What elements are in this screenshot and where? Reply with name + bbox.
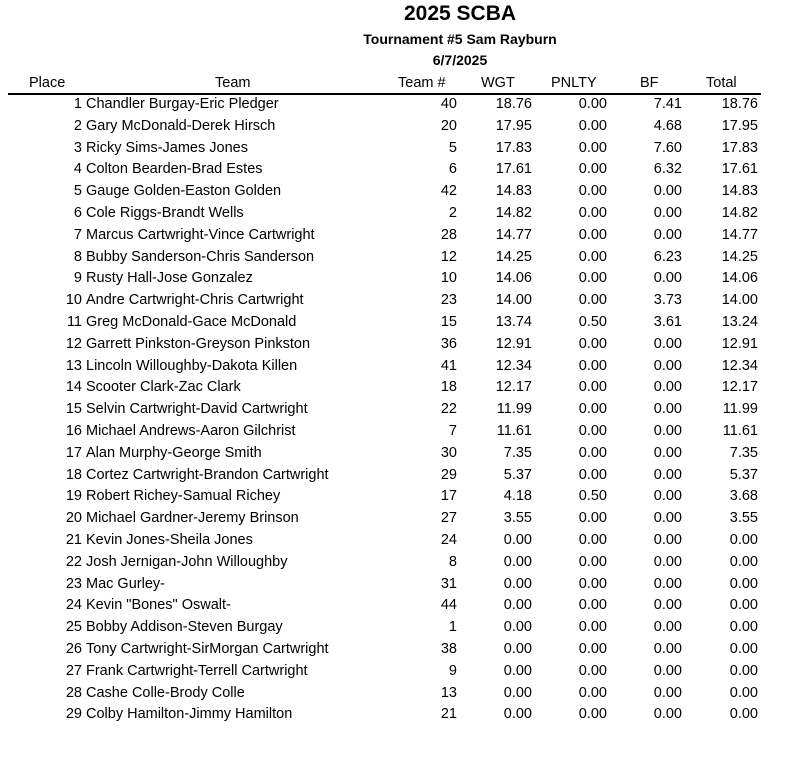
place-cell: 6 — [73, 204, 82, 221]
big-fish-cell: 0.00 — [653, 510, 682, 527]
place-cell: 26 — [65, 640, 82, 657]
place-cell: 19 — [65, 488, 82, 505]
place-cell: 17 — [65, 444, 82, 461]
place-cell: 3 — [73, 139, 82, 156]
table-row — [0, 465, 787, 487]
total-cell: 12.91 — [721, 335, 758, 352]
penalty-cell: 0.00 — [578, 204, 607, 221]
table-row — [0, 443, 787, 465]
table-row — [0, 530, 787, 552]
team-cell: Frank Cartwright-Terrell Cartwright — [86, 662, 308, 679]
team-number-cell: 15 — [440, 313, 457, 330]
place-cell: 15 — [65, 401, 82, 418]
place-cell: 27 — [65, 662, 82, 679]
total-cell: 3.55 — [729, 510, 758, 527]
team-cell: Garrett Pinkston-Greyson Pinkston — [86, 335, 311, 352]
team-cell: Andre Cartwright-Chris Cartwright — [86, 292, 304, 309]
penalty-cell: 0.00 — [578, 357, 607, 374]
place-cell: 29 — [65, 706, 82, 723]
team-number-cell: 1 — [448, 619, 457, 636]
place-cell: 4 — [73, 161, 82, 178]
team-cell: Tony Cartwright-SirMorgan Cartwright — [86, 640, 329, 657]
place-cell: 25 — [65, 619, 82, 636]
team-number-cell: 41 — [440, 357, 457, 374]
table-row — [0, 159, 787, 181]
team-number-cell: 38 — [440, 640, 457, 657]
big-fish-cell: 0.00 — [653, 270, 682, 287]
penalty-cell: 0.00 — [578, 510, 607, 527]
column-header-pnlty: PNLTY — [551, 75, 597, 91]
results-table — [0, 94, 787, 726]
place-cell: 8 — [73, 248, 82, 265]
team-cell: Cole Riggs-Brandt Wells — [86, 204, 244, 221]
big-fish-cell: 0.00 — [653, 444, 682, 461]
weight-cell: 0.00 — [503, 706, 532, 723]
weight-cell: 0.00 — [503, 575, 532, 592]
weight-cell: 7.35 — [503, 444, 532, 461]
big-fish-cell: 6.23 — [653, 248, 682, 265]
table-row — [0, 356, 787, 378]
team-number-cell: 13 — [440, 684, 457, 701]
team-number-cell: 27 — [440, 510, 457, 527]
weight-cell: 14.77 — [495, 226, 532, 243]
penalty-cell: 0.00 — [578, 139, 607, 156]
penalty-cell: 0.00 — [578, 270, 607, 287]
total-cell: 7.35 — [729, 444, 758, 461]
place-cell: 28 — [65, 684, 82, 701]
table-row — [0, 290, 787, 312]
place-cell: 23 — [65, 575, 82, 592]
total-cell: 0.00 — [729, 684, 758, 701]
weight-cell: 12.91 — [495, 335, 532, 352]
team-number-cell: 44 — [440, 597, 457, 614]
penalty-cell: 0.00 — [578, 706, 607, 723]
place-cell: 20 — [65, 510, 82, 527]
place-cell: 22 — [65, 553, 82, 570]
penalty-cell: 0.00 — [578, 379, 607, 396]
table-row — [0, 377, 787, 399]
table-row — [0, 508, 787, 530]
column-header-wgt: WGT — [481, 75, 515, 91]
place-cell: 21 — [65, 531, 82, 548]
team-cell: Chandler Burgay-Eric Pledger — [86, 96, 279, 112]
place-cell: 10 — [65, 292, 82, 309]
team-cell: Colton Bearden-Brad Estes — [86, 161, 263, 178]
table-row — [0, 552, 787, 574]
big-fish-cell: 6.32 — [653, 161, 682, 178]
team-cell: Alan Murphy-George Smith — [86, 444, 262, 461]
team-number-cell: 17 — [440, 488, 457, 505]
penalty-cell: 0.00 — [578, 531, 607, 548]
penalty-cell: 0.00 — [578, 619, 607, 636]
total-cell: 0.00 — [729, 531, 758, 548]
total-cell: 13.24 — [721, 313, 758, 330]
team-number-cell: 42 — [440, 183, 457, 200]
place-cell: 1 — [73, 96, 82, 112]
penalty-cell: 0.00 — [578, 401, 607, 418]
big-fish-cell: 0.00 — [653, 357, 682, 374]
big-fish-cell: 4.68 — [653, 117, 682, 134]
team-number-cell: 30 — [440, 444, 457, 461]
big-fish-cell: 7.60 — [653, 139, 682, 156]
column-header-total: Total — [706, 75, 737, 91]
team-cell: Mac Gurley- — [86, 575, 165, 592]
weight-cell: 17.83 — [495, 139, 532, 156]
weight-cell: 0.00 — [503, 640, 532, 657]
big-fish-cell: 0.00 — [653, 684, 682, 701]
total-cell: 0.00 — [729, 575, 758, 592]
total-cell: 0.00 — [729, 553, 758, 570]
place-cell: 18 — [65, 466, 82, 483]
weight-cell: 0.00 — [503, 553, 532, 570]
page-title: 2025 SCBA — [403, 2, 517, 25]
team-cell: Colby Hamilton-Jimmy Hamilton — [86, 706, 293, 723]
weight-cell: 12.17 — [495, 379, 532, 396]
total-cell: 0.00 — [729, 597, 758, 614]
total-cell: 18.76 — [721, 96, 758, 112]
team-cell: Greg McDonald-Gace McDonald — [86, 313, 297, 330]
team-number-cell: 9 — [448, 662, 457, 679]
team-cell: Bubby Sanderson-Chris Sanderson — [86, 248, 315, 265]
weight-cell: 5.37 — [503, 466, 532, 483]
team-cell: Gary McDonald-Derek Hirsch — [86, 117, 276, 134]
total-cell: 12.17 — [721, 379, 758, 396]
team-number-cell: 12 — [440, 248, 457, 265]
total-cell: 11.99 — [722, 401, 758, 418]
place-cell: 24 — [65, 597, 82, 614]
team-cell: Cortez Cartwright-Brandon Cartwright — [86, 466, 329, 483]
team-number-cell: 22 — [440, 401, 457, 418]
weight-cell: 0.00 — [503, 619, 532, 636]
table-row — [0, 421, 787, 443]
big-fish-cell: 7.41 — [653, 96, 682, 112]
team-number-cell: 29 — [440, 466, 457, 483]
big-fish-cell: 0.00 — [653, 466, 682, 483]
big-fish-cell: 0.00 — [653, 662, 682, 679]
total-cell: 3.68 — [729, 488, 758, 505]
total-cell: 14.77 — [721, 226, 758, 243]
total-cell: 12.34 — [721, 357, 758, 374]
weight-cell: 11.99 — [496, 401, 532, 418]
total-cell: 14.83 — [721, 183, 758, 200]
penalty-cell: 0.00 — [578, 96, 607, 112]
weight-cell: 4.18 — [503, 488, 532, 505]
table-row — [0, 661, 787, 683]
penalty-cell: 0.50 — [578, 488, 607, 505]
total-cell: 0.00 — [729, 640, 758, 657]
total-cell: 0.00 — [729, 706, 758, 723]
column-header-team-number: Team # — [398, 75, 446, 91]
column-header-team: Team — [215, 75, 251, 91]
place-cell: 5 — [73, 183, 82, 200]
big-fish-cell: 0.00 — [653, 183, 682, 200]
penalty-cell: 0.00 — [578, 117, 607, 134]
big-fish-cell: 0.00 — [653, 335, 682, 352]
column-header-bf: BF — [640, 75, 659, 91]
weight-cell: 0.00 — [503, 597, 532, 614]
team-cell: Kevin "Bones" Oswalt- — [86, 597, 231, 614]
team-cell: Robert Richey-Samual Richey — [86, 488, 281, 505]
penalty-cell: 0.00 — [578, 444, 607, 461]
weight-cell: 14.06 — [495, 270, 532, 287]
big-fish-cell: 0.00 — [653, 640, 682, 657]
table-row — [0, 595, 787, 617]
team-number-cell: 21 — [440, 706, 457, 723]
table-row — [0, 268, 787, 290]
total-cell: 17.95 — [721, 117, 758, 134]
team-number-cell: 5 — [448, 139, 457, 156]
penalty-cell: 0.00 — [578, 553, 607, 570]
penalty-cell: 0.00 — [578, 161, 607, 178]
table-row — [0, 486, 787, 508]
total-cell: 17.61 — [721, 161, 758, 178]
table-row — [0, 399, 787, 421]
weight-cell: 0.00 — [503, 684, 532, 701]
big-fish-cell: 0.00 — [653, 706, 682, 723]
place-cell: 16 — [65, 422, 82, 439]
big-fish-cell: 0.00 — [653, 379, 682, 396]
big-fish-cell: 0.00 — [653, 204, 682, 221]
weight-cell: 18.76 — [495, 96, 532, 112]
penalty-cell: 0.00 — [578, 466, 607, 483]
team-cell: Selvin Cartwright-David Cartwright — [86, 401, 308, 418]
team-cell: Cashe Colle-Brody Colle — [86, 684, 245, 701]
big-fish-cell: 0.00 — [653, 488, 682, 505]
penalty-cell: 0.00 — [578, 335, 607, 352]
penalty-cell: 0.00 — [578, 575, 607, 592]
big-fish-cell: 0.00 — [653, 226, 682, 243]
total-cell: 14.00 — [721, 292, 758, 309]
team-cell: Marcus Cartwright-Vince Cartwright — [86, 226, 315, 243]
penalty-cell: 0.00 — [578, 662, 607, 679]
penalty-cell: 0.00 — [578, 597, 607, 614]
place-cell: 14 — [65, 379, 82, 396]
table-row — [0, 116, 787, 138]
place-cell: 2 — [73, 117, 82, 134]
team-cell: Michael Gardner-Jeremy Brinson — [86, 510, 299, 527]
weight-cell: 0.00 — [503, 531, 532, 548]
team-number-cell: 24 — [440, 531, 457, 548]
team-cell: Josh Jernigan-John Willoughby — [86, 553, 288, 570]
weight-cell: 17.61 — [495, 161, 532, 178]
team-cell: Lincoln Willoughby-Dakota Killen — [86, 357, 298, 374]
team-number-cell: 8 — [448, 553, 457, 570]
weight-cell: 14.00 — [495, 292, 532, 309]
penalty-cell: 0.00 — [578, 248, 607, 265]
total-cell: 14.25 — [721, 248, 758, 265]
weight-cell: 14.82 — [495, 204, 532, 221]
place-cell: 9 — [73, 270, 82, 287]
big-fish-cell: 0.00 — [653, 401, 682, 418]
tournament-date: 6/7/2025 — [432, 52, 488, 68]
team-number-cell: 36 — [440, 335, 457, 352]
table-row — [0, 247, 787, 269]
table-row — [0, 312, 787, 334]
team-number-cell: 23 — [440, 292, 457, 309]
team-number-cell: 6 — [448, 161, 457, 178]
column-header-place: Place — [29, 75, 66, 91]
table-row — [0, 225, 787, 247]
team-cell: Kevin Jones-Sheila Jones — [86, 531, 253, 548]
weight-cell: 11.61 — [496, 422, 532, 439]
big-fish-cell: 3.61 — [653, 313, 682, 330]
weight-cell: 14.25 — [495, 248, 532, 265]
penalty-cell: 0.00 — [578, 292, 607, 309]
table-row — [0, 203, 787, 225]
team-cell: Michael Andrews-Aaron Gilchrist — [86, 422, 296, 439]
table-row — [0, 617, 787, 639]
table-row — [0, 683, 787, 705]
big-fish-cell: 3.73 — [653, 292, 682, 309]
team-number-cell: 18 — [440, 379, 457, 396]
big-fish-cell: 0.00 — [653, 531, 682, 548]
table-row — [0, 181, 787, 203]
team-number-cell: 28 — [440, 226, 457, 243]
big-fish-cell: 0.00 — [653, 575, 682, 592]
weight-cell: 0.00 — [503, 662, 532, 679]
team-cell: Scooter Clark-Zac Clark — [86, 379, 241, 396]
total-cell: 5.37 — [729, 466, 758, 483]
big-fish-cell: 0.00 — [653, 597, 682, 614]
total-cell: 11.61 — [722, 422, 758, 439]
penalty-cell: 0.00 — [578, 684, 607, 701]
table-row — [0, 94, 787, 116]
total-cell: 14.06 — [721, 270, 758, 287]
team-cell: Bobby Addison-Steven Burgay — [86, 619, 283, 636]
place-cell: 13 — [65, 357, 82, 374]
penalty-cell: 0.00 — [578, 422, 607, 439]
total-cell: 17.83 — [721, 139, 758, 156]
big-fish-cell: 0.00 — [653, 422, 682, 439]
place-cell: 7 — [73, 226, 82, 243]
table-row — [0, 334, 787, 356]
team-cell: Ricky Sims-James Jones — [86, 139, 248, 156]
big-fish-cell: 0.00 — [653, 619, 682, 636]
penalty-cell: 0.00 — [578, 183, 607, 200]
team-number-cell: 20 — [440, 117, 457, 134]
weight-cell: 14.83 — [495, 183, 532, 200]
place-cell: 12 — [65, 335, 82, 352]
total-cell: 0.00 — [729, 619, 758, 636]
weight-cell: 3.55 — [503, 510, 532, 527]
team-number-cell: 2 — [448, 204, 457, 221]
tournament-subtitle: Tournament #5 Sam Rayburn — [363, 31, 557, 47]
weight-cell: 13.74 — [495, 313, 532, 330]
place-cell: 11 — [66, 313, 82, 330]
table-row — [0, 138, 787, 160]
total-cell: 0.00 — [729, 662, 758, 679]
team-number-cell: 31 — [440, 575, 457, 592]
penalty-cell: 0.00 — [578, 226, 607, 243]
team-number-cell: 7 — [448, 422, 457, 439]
weight-cell: 12.34 — [495, 357, 532, 374]
table-row — [0, 639, 787, 661]
table-row — [0, 574, 787, 596]
table-row — [0, 704, 787, 726]
penalty-cell: 0.00 — [578, 640, 607, 657]
big-fish-cell: 0.00 — [653, 553, 682, 570]
team-number-cell: 10 — [440, 270, 457, 287]
team-cell: Rusty Hall-Jose Gonzalez — [86, 270, 253, 287]
team-number-cell: 40 — [440, 96, 457, 112]
total-cell: 14.82 — [721, 204, 758, 221]
penalty-cell: 0.50 — [578, 313, 607, 330]
weight-cell: 17.95 — [495, 117, 532, 134]
team-cell: Gauge Golden-Easton Golden — [86, 183, 282, 200]
